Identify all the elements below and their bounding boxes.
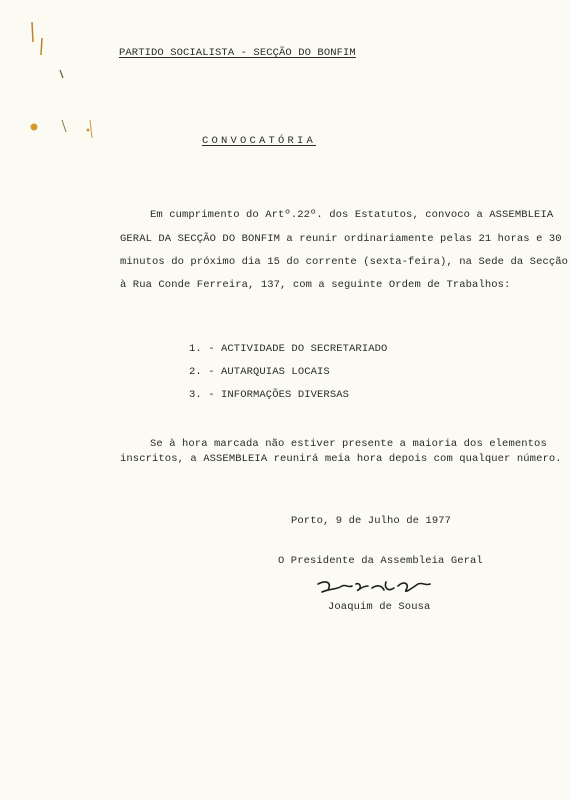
signatory-role: O Presidente da Assembleia Geral [278,555,483,567]
agenda-item-2: 2. - AUTARQUIAS LOCAIS [189,366,330,378]
agenda-item-1: 1. - ACTIVIDADE DO SECRETARIADO [189,343,388,355]
note-line-2: inscritos, a ASSEMBLEIA reunirá meia hora depois com qualquer número. [120,453,562,465]
body-line-3: minutos do próximo dia 15 do corrente (sexta-feira), na Sede da Secção [120,256,569,268]
document-date: Porto, 9 de Julho de 1977 [291,515,452,527]
document-title: CONVOCATÓRIA [202,135,317,147]
document-header: PARTIDO SOCIALISTA - SECÇÃO DO BONFIM [119,47,356,59]
agenda-item-3: 3. - INFORMAÇÕES DIVERSAS [189,389,350,401]
body-line-1: Em cumprimento do Artº.22º. dos Estatutos, convoco a ASSEMBLEIA [150,209,554,221]
body-line-2: GERAL DA SECÇÃO DO BONFIM a reunir ordinariamente pelas 21 horas e 30 [120,233,562,245]
note-line-1: Se à hora marcada não estiver presente a maioria dos elementos [150,438,547,450]
signatory-name: Joaquim de Sousa [328,601,431,613]
body-line-4: à Rua Conde Ferreira, 137, com a seguinte Ordem de Trabalhos: [120,279,511,291]
handwritten-signature [312,574,442,604]
paper-stains [20,20,130,160]
